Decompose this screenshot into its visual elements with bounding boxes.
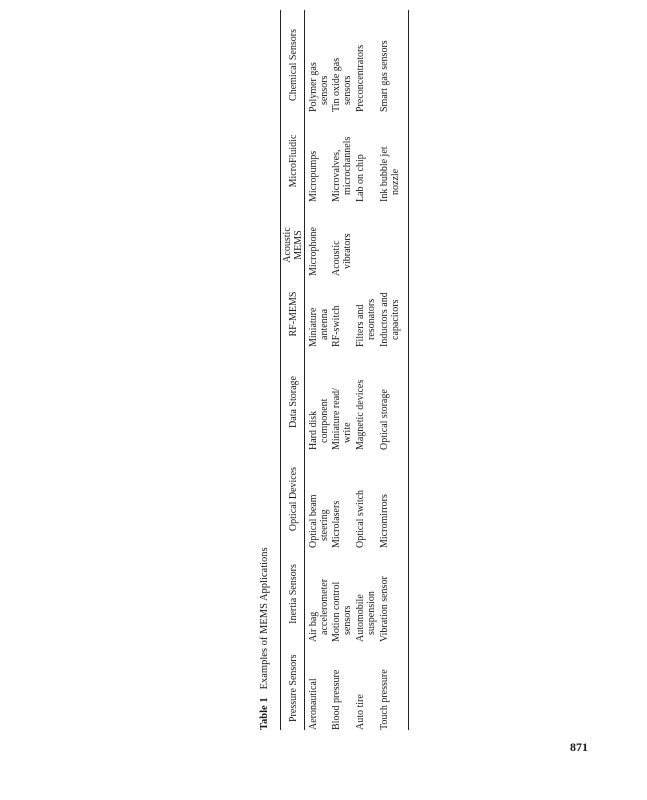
table-cell: Motion control sensors <box>331 581 353 642</box>
table-title: Examples of MEMS Applications <box>259 547 270 690</box>
table-cell: Inductors and capacitors <box>379 292 401 347</box>
table-cell: Ink bubble jet nozzle <box>379 146 401 202</box>
table-cell: Optical switch <box>355 489 366 548</box>
table-cell: Aeronautical <box>308 678 319 730</box>
header-pressure-sensors: Pressure Sensors <box>288 654 299 722</box>
header-inertia-sensors: Inertia Sensors <box>288 564 299 624</box>
table-cell: Magnetic devices <box>355 379 366 450</box>
table-cell: Air bag accelerometer <box>308 578 330 642</box>
table-cell: Optical storage <box>379 389 390 450</box>
header-data-storage: Data Storage <box>288 376 299 428</box>
table-cell: Micropumps <box>308 150 319 202</box>
page-number: 871 <box>570 740 588 754</box>
table-cell: Miniature read/ write <box>331 388 353 450</box>
table-cell: Tin oxide gas sensors <box>331 57 353 112</box>
table-caption <box>256 547 274 730</box>
table-cell: Acoustic vibrators <box>331 233 353 276</box>
table-cell: Lab on chip <box>355 154 366 202</box>
table-cell: Filters and resonators <box>355 298 377 347</box>
table-cell: Microvalves, microchannels <box>331 136 353 202</box>
table-cell: RF-switch <box>331 305 342 347</box>
table-header-rule <box>304 10 305 730</box>
header-acoustic-mems: Acoustic MEMS <box>282 227 304 263</box>
header-microfluidic: MicroFluidic <box>288 134 299 188</box>
table-bottom-rule <box>408 10 409 730</box>
table-cell: Hard disk component <box>308 398 330 450</box>
table-cell: Micromirrors <box>379 494 390 548</box>
table-cell: Automobile suspension <box>355 591 377 642</box>
table-cell: Touch pressure <box>379 669 390 730</box>
table-cell: Preconcentrators <box>355 44 366 112</box>
table-cell: Auto tire <box>355 694 366 730</box>
table-cell: Polymer gas sensors <box>308 62 330 112</box>
table-cell: Blood pressure <box>331 669 342 730</box>
table-cell: Microphone <box>308 227 319 276</box>
table-cell: Microlasers <box>331 500 342 548</box>
table-cell: Vibration sensor <box>379 576 390 642</box>
table-label: Table 1 <box>259 697 270 730</box>
table-cell: Miniature antenna <box>308 307 330 347</box>
header-rf-mems: RF-MEMS <box>288 291 299 337</box>
table-cell: Optical beam steering <box>308 494 330 548</box>
table-cell: Smart gas sensors <box>379 40 390 112</box>
table-top-rule <box>280 10 281 730</box>
rotated-table <box>256 10 416 730</box>
header-optical-devices: Optical Devices <box>288 466 299 532</box>
header-chemical-sensors: Chemical Sensors <box>288 29 299 101</box>
